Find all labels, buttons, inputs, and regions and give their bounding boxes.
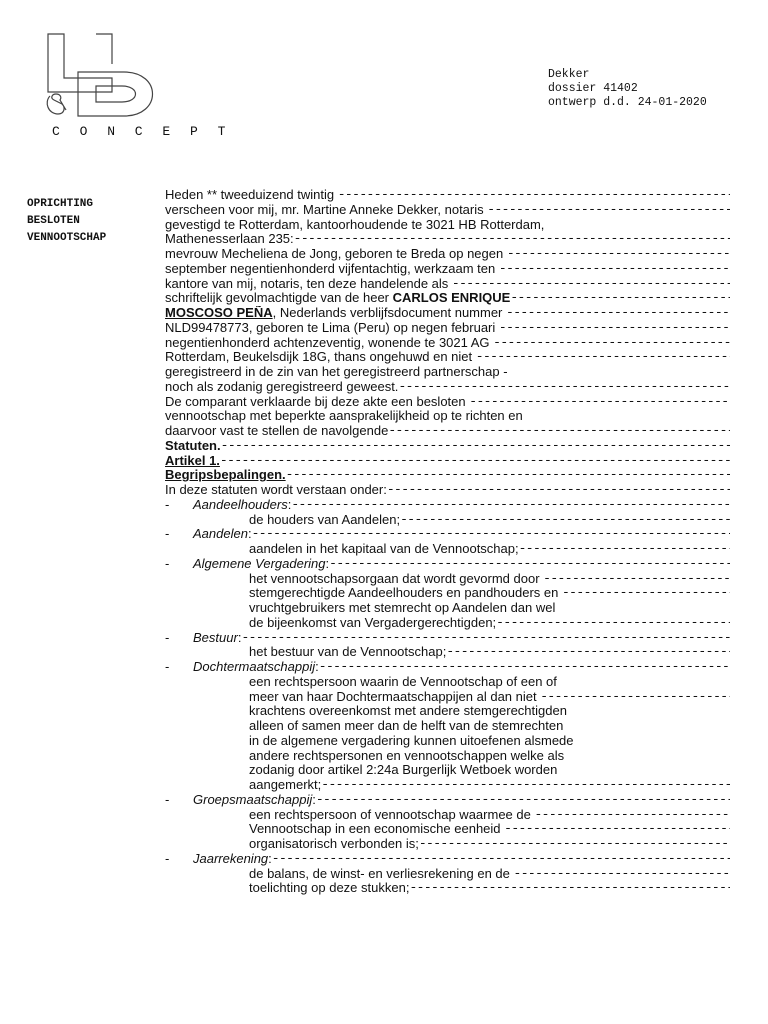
text-line: negentienhonderd achtenzeventig, wonende te 3021 AG ----- — [165, 336, 730, 351]
definition-term: - Aandeelhouders : ----- — [165, 498, 730, 513]
definition-text: andere rechtspersonen en vennootschappen welke als — [249, 748, 565, 763]
filler-dashes — [543, 572, 730, 587]
filler-dashes — [419, 837, 730, 852]
margin-title — [27, 196, 106, 247]
margin-title-line: OPRICHTING — [27, 198, 94, 210]
filler-dashes — [507, 247, 730, 262]
filler-dashes — [487, 203, 730, 218]
definition-text: in de algemene vergadering kunnen uitoefenen alsmede — [249, 733, 574, 748]
filler-dashes — [504, 822, 730, 837]
definition-text: het vennootschapsorgaan dat wordt gevormd door ----- — [165, 572, 730, 587]
definition-text: zodanig door artikel 2:24a Burgerlijk Wetboek worden — [249, 763, 558, 778]
filler-dashes — [220, 454, 730, 469]
filler-dashes — [446, 645, 730, 660]
filler-dashes — [510, 291, 730, 306]
client-surname: MOSCOSO PEÑA — [165, 306, 273, 320]
text-line: noch als zodanig geregistreerd geweest. ----- — [165, 380, 730, 395]
filler-dashes — [398, 380, 730, 395]
definition-text: een rechtspersoon waarin de Vennootschap of een of — [249, 674, 557, 689]
definition-term: - Bestuur : ----- — [165, 631, 730, 646]
filler-dashes — [387, 483, 730, 498]
margin-title-line: BESLOTEN — [27, 215, 80, 227]
filler-dashes — [540, 690, 730, 705]
text-line: vennootschap met beperkte aansprakelijkheid op te richten en — [165, 409, 523, 424]
filler-dashes — [272, 852, 730, 867]
filler-dashes — [319, 660, 730, 675]
text-line: schriftelijk gevolmachtigde van de heer CARLOS ENRIQUE ----- — [165, 291, 730, 306]
filler-dashes — [452, 277, 730, 292]
text-line: Rotterdam, Beukelsdijk 18G, thans ongehuwd en niet ----- — [165, 350, 730, 365]
text-line: mevrouw Mecheliena de Jong, geboren te Breda op negen ----- — [165, 247, 730, 262]
filler-dashes — [316, 793, 730, 808]
text-line: verscheen voor mij, mr. Martine Anneke Dekker, notaris ----- — [165, 203, 730, 218]
filler-dashes — [514, 867, 731, 882]
filler-dashes — [499, 321, 730, 336]
text-line: gevestigd te Rotterdam, kantoorhoudende te 3021 HB Rotterdam, — [165, 217, 545, 232]
filler-dashes — [388, 424, 730, 439]
filler-dashes — [221, 439, 730, 454]
filler-dashes — [493, 336, 730, 351]
definition-text: meer van haar Dochtermaatschappijen al dan niet ----- — [165, 690, 730, 705]
filler-dashes — [519, 542, 730, 557]
definition-text: Vennootschap in een economische eenheid ----- — [165, 822, 730, 837]
filler-dashes — [338, 188, 730, 203]
text-line: Mathenesserlaan 235: ----- — [165, 232, 730, 247]
filler-dashes — [294, 232, 730, 247]
definition-term: - Dochtermaatschappij : ----- — [165, 660, 730, 675]
filler-dashes — [286, 468, 730, 483]
definition-text: aangemerkt; ----- — [165, 778, 730, 793]
filler-dashes — [400, 513, 730, 528]
definition-term: - Algemene Vergadering : ----- — [165, 557, 730, 572]
filler-dashes — [291, 498, 730, 513]
text-line: MOSCOSO PEÑA , Nederlands verblijfsdocument nummer ----- — [165, 306, 730, 321]
definition-term: - Jaarrekening : ----- — [165, 852, 730, 867]
margin-title-line: VENNOOTSCHAP — [27, 232, 107, 244]
filler-dashes — [241, 631, 730, 646]
filler-dashes — [506, 306, 730, 321]
definition-text: de bijeenkomst van Vergadergerechtigden; ----- — [165, 616, 730, 631]
text-line: NLD99478773, geboren te Lima (Peru) op negen februari ----- — [165, 321, 730, 336]
definition-text: organisatorisch verbonden is; ----- — [165, 837, 730, 852]
client-name: CARLOS ENRIQUE — [392, 291, 511, 306]
definition-text: vruchtgebruikers met stemrecht op Aandelen dan wel — [249, 601, 556, 615]
definition-text: de balans, de winst- en verliesrekening en de ----- — [165, 867, 730, 882]
filler-dashes — [476, 350, 730, 365]
heading-statuten: Statuten. — [165, 438, 221, 453]
definition-text: de houders van Aandelen; ----- — [165, 513, 730, 528]
text-line: september negentienhonderd vijfentachtig, werkzaam ten ----- — [165, 262, 730, 277]
meta-dossier: dossier 41402 — [548, 82, 638, 95]
deed-body — [165, 188, 730, 896]
heading-artikel: Artikel 1. — [165, 453, 220, 468]
meta-notary: Dekker — [548, 68, 590, 81]
company-logo — [44, 30, 164, 120]
text-line: In deze statuten wordt verstaan onder: ----- — [165, 483, 730, 498]
definition-text: aandelen in het kapitaal van de Vennootschap; ----- — [165, 542, 730, 557]
filler-dashes — [329, 557, 730, 572]
filler-dashes — [409, 881, 730, 896]
text-line: kantore van mij, notaris, ten deze handelende als ----- — [165, 277, 730, 292]
definition-text: alleen of samen meer dan de helft van de stemrechten — [249, 719, 564, 733]
meta-draft-date: ontwerp d.d. 24-01-2020 — [548, 96, 707, 109]
text-line: De comparant verklaarde bij deze akte een besloten ----- — [165, 395, 730, 410]
text-line — [165, 454, 730, 469]
filler-dashes — [534, 808, 730, 823]
filler-dashes — [499, 262, 730, 277]
definition-term: - Aandelen : ----- — [165, 527, 730, 542]
text-line — [165, 439, 730, 454]
filler-dashes — [562, 586, 730, 601]
definition-text: toelichting op deze stukken; ----- — [165, 881, 730, 896]
text-line: daarvoor vast te stellen de navolgende ----- — [165, 424, 730, 439]
definition-text: krachtens overeenkomst met andere stemgerechtigden — [249, 704, 567, 719]
filler-dashes — [469, 395, 730, 410]
heading-definitions: Begripsbepalingen. — [165, 468, 286, 483]
filler-dashes — [321, 778, 730, 793]
text-line: geregistreerd in de zin van het geregistreerd partnerschap - — [165, 365, 508, 379]
text-line — [165, 468, 730, 483]
definition-term: - Groepsmaatschappij : ----- — [165, 793, 730, 808]
filler-dashes — [252, 527, 730, 542]
concept-label: C O N C E P T — [52, 124, 232, 139]
filler-dashes — [496, 616, 730, 631]
definition-text: het bestuur van de Vennootschap; ----- — [165, 645, 730, 660]
dossier-info — [548, 68, 707, 110]
definition-text: een rechtspersoon of vennootschap waarmee de ----- — [165, 808, 730, 823]
definition-text: stemgerechtigde Aandeelhouders en pandhouders en ----- — [165, 586, 730, 601]
text-line: Heden ** tweeduizend twintig ----- — [165, 188, 730, 203]
